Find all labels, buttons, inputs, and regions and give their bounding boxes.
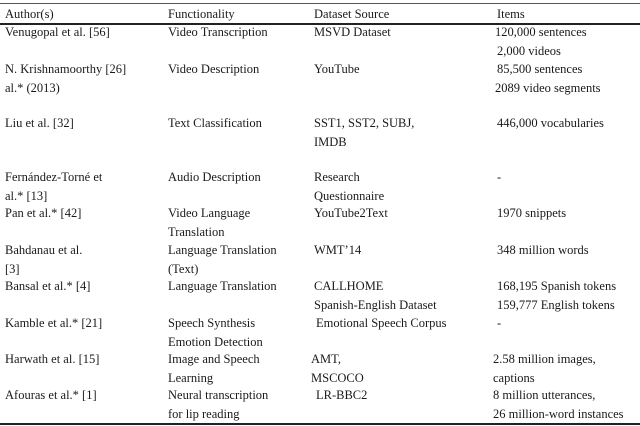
dataset-source-cell [311, 350, 364, 387]
dataset-source-cell-line: CALLHOME [314, 279, 384, 293]
items-cell-line: 8 million utterances, [493, 388, 596, 402]
functionality-cell [168, 23, 268, 42]
header-author: Author(s) [5, 7, 54, 21]
dataset-source-cell [314, 114, 414, 151]
items-cell [495, 23, 587, 60]
functionality-cell-line: Speech Synthesis [168, 316, 256, 330]
items-cell [493, 386, 624, 423]
items-cell-line: 159,777 English tokens [497, 297, 615, 312]
author-cell-line: Pan et al.* [42] [5, 206, 82, 220]
dataset-source-cell-line: Questionnaire [314, 188, 385, 203]
author-cell [5, 314, 102, 333]
items-cell [493, 350, 596, 387]
functionality-cell-line: Video Language [168, 206, 251, 220]
dataset-source-cell [314, 277, 437, 314]
items-cell-line: 2089 video segments [495, 80, 601, 95]
dataset-source-cell-line: SST1, SST2, SUBJ, [314, 116, 415, 130]
dataset-source-cell [316, 314, 447, 333]
header-functionality: Functionality [168, 7, 235, 21]
author-cell-line: al.* (2013) [5, 80, 60, 95]
functionality-cell [168, 241, 277, 278]
functionality-cell [168, 350, 260, 387]
author-cell [5, 23, 110, 42]
items-cell [497, 314, 501, 333]
functionality-cell [168, 386, 268, 423]
functionality-cell-line: Text Classification [168, 116, 262, 130]
functionality-cell-line: Language Translation [168, 243, 277, 257]
dataset-source-cell [316, 386, 367, 405]
author-cell [5, 204, 81, 223]
dataset-source-cell [314, 23, 391, 42]
author-cell [5, 386, 97, 405]
functionality-cell [168, 314, 263, 351]
items-cell-line: - [497, 170, 502, 184]
items-cell [497, 168, 501, 187]
dataset-source-cell [314, 241, 361, 260]
author-cell-line: Liu et al. [32] [5, 116, 74, 130]
items-cell-line: 1970 snippets [497, 206, 567, 220]
table-bottom-rule [0, 423, 640, 425]
functionality-cell-line: Translation [168, 224, 225, 239]
dataset-source-cell-line: MSVD Dataset [314, 25, 391, 39]
author-cell-line: Harwath et al. [15] [5, 352, 100, 366]
dataset-source-cell-line: Spanish-English Dataset [314, 297, 437, 312]
items-cell [497, 277, 616, 314]
dataset-source-cell-line: Emotional Speech Corpus [316, 316, 447, 330]
functionality-cell-line: Image and Speech [168, 352, 260, 366]
author-cell-line: al.* [13] [5, 188, 48, 203]
functionality-cell-line: (Text) [168, 261, 199, 276]
header-dataset-source: Dataset Source [314, 7, 390, 21]
items-cell-line: 120,000 sentences [495, 25, 587, 39]
dataset-source-cell-line: IMDB [314, 134, 347, 149]
functionality-cell-line: Neural transcription [168, 388, 269, 402]
dataset-source-cell-line: WMT’14 [314, 243, 362, 257]
dataset-source-cell-line: LR-BBC2 [316, 388, 368, 402]
author-cell [5, 60, 126, 97]
items-cell-line: - [497, 316, 502, 330]
items-cell [497, 241, 589, 260]
dataset-source-cell-line: AMT, [311, 352, 341, 366]
functionality-cell-line: Learning [168, 370, 214, 385]
items-cell-line: captions [493, 370, 535, 385]
functionality-cell-line: Audio Description [168, 170, 261, 184]
functionality-cell [168, 168, 261, 187]
dataset-source-cell-line: Research [314, 170, 360, 184]
author-cell-line: N. Krishnamoorthy [26] [5, 62, 127, 76]
items-cell-line: 348 million words [497, 243, 589, 257]
items-cell-line: 168,195 Spanish tokens [497, 279, 617, 293]
author-cell-line: Venugopal et al. [56] [5, 25, 110, 39]
functionality-cell-line: for lip reading [168, 406, 240, 421]
items-cell-line: 26 million-word instances [493, 406, 624, 421]
author-cell [5, 114, 74, 133]
items-cell-line: 2,000 videos [497, 43, 561, 58]
functionality-cell-line: Language Translation [168, 279, 277, 293]
author-cell [5, 277, 90, 296]
functionality-cell [168, 60, 259, 79]
author-cell-line: Kamble et al.* [21] [5, 316, 103, 330]
items-cell [497, 204, 566, 223]
functionality-cell-line: Video Transcription [168, 25, 268, 39]
author-cell [5, 350, 99, 369]
author-cell [5, 241, 82, 278]
dataset-source-cell-line: YouTube2Text [314, 206, 388, 220]
dataset-source-cell-line: YouTube [314, 62, 360, 76]
table-top-rule [0, 3, 640, 4]
items-cell-line: 85,500 sentences [497, 62, 583, 76]
items-cell-line: 446,000 vocabularies [497, 116, 604, 130]
author-cell-line: [3] [5, 261, 20, 276]
header-items: Items [497, 7, 525, 21]
functionality-cell-line: Video Description [168, 62, 260, 76]
author-cell-line: Bansal et al.* [4] [5, 279, 91, 293]
author-cell-line: Fernández-Torné et [5, 170, 103, 184]
functionality-cell [168, 204, 250, 241]
dataset-source-cell [314, 168, 384, 205]
author-cell-line: Bahdanau et al. [5, 243, 83, 257]
items-cell [497, 114, 604, 133]
dataset-source-cell-line: MSCOCO [311, 370, 364, 385]
functionality-cell [168, 114, 262, 133]
functionality-cell [168, 277, 277, 296]
items-cell-line: 2.58 million images, [493, 352, 596, 366]
dataset-source-cell [314, 204, 388, 223]
items-cell [497, 60, 601, 97]
author-cell-line: Afouras et al.* [1] [5, 388, 97, 402]
dataset-source-cell [314, 60, 360, 79]
author-cell [5, 168, 102, 205]
functionality-cell-line: Emotion Detection [168, 334, 263, 349]
